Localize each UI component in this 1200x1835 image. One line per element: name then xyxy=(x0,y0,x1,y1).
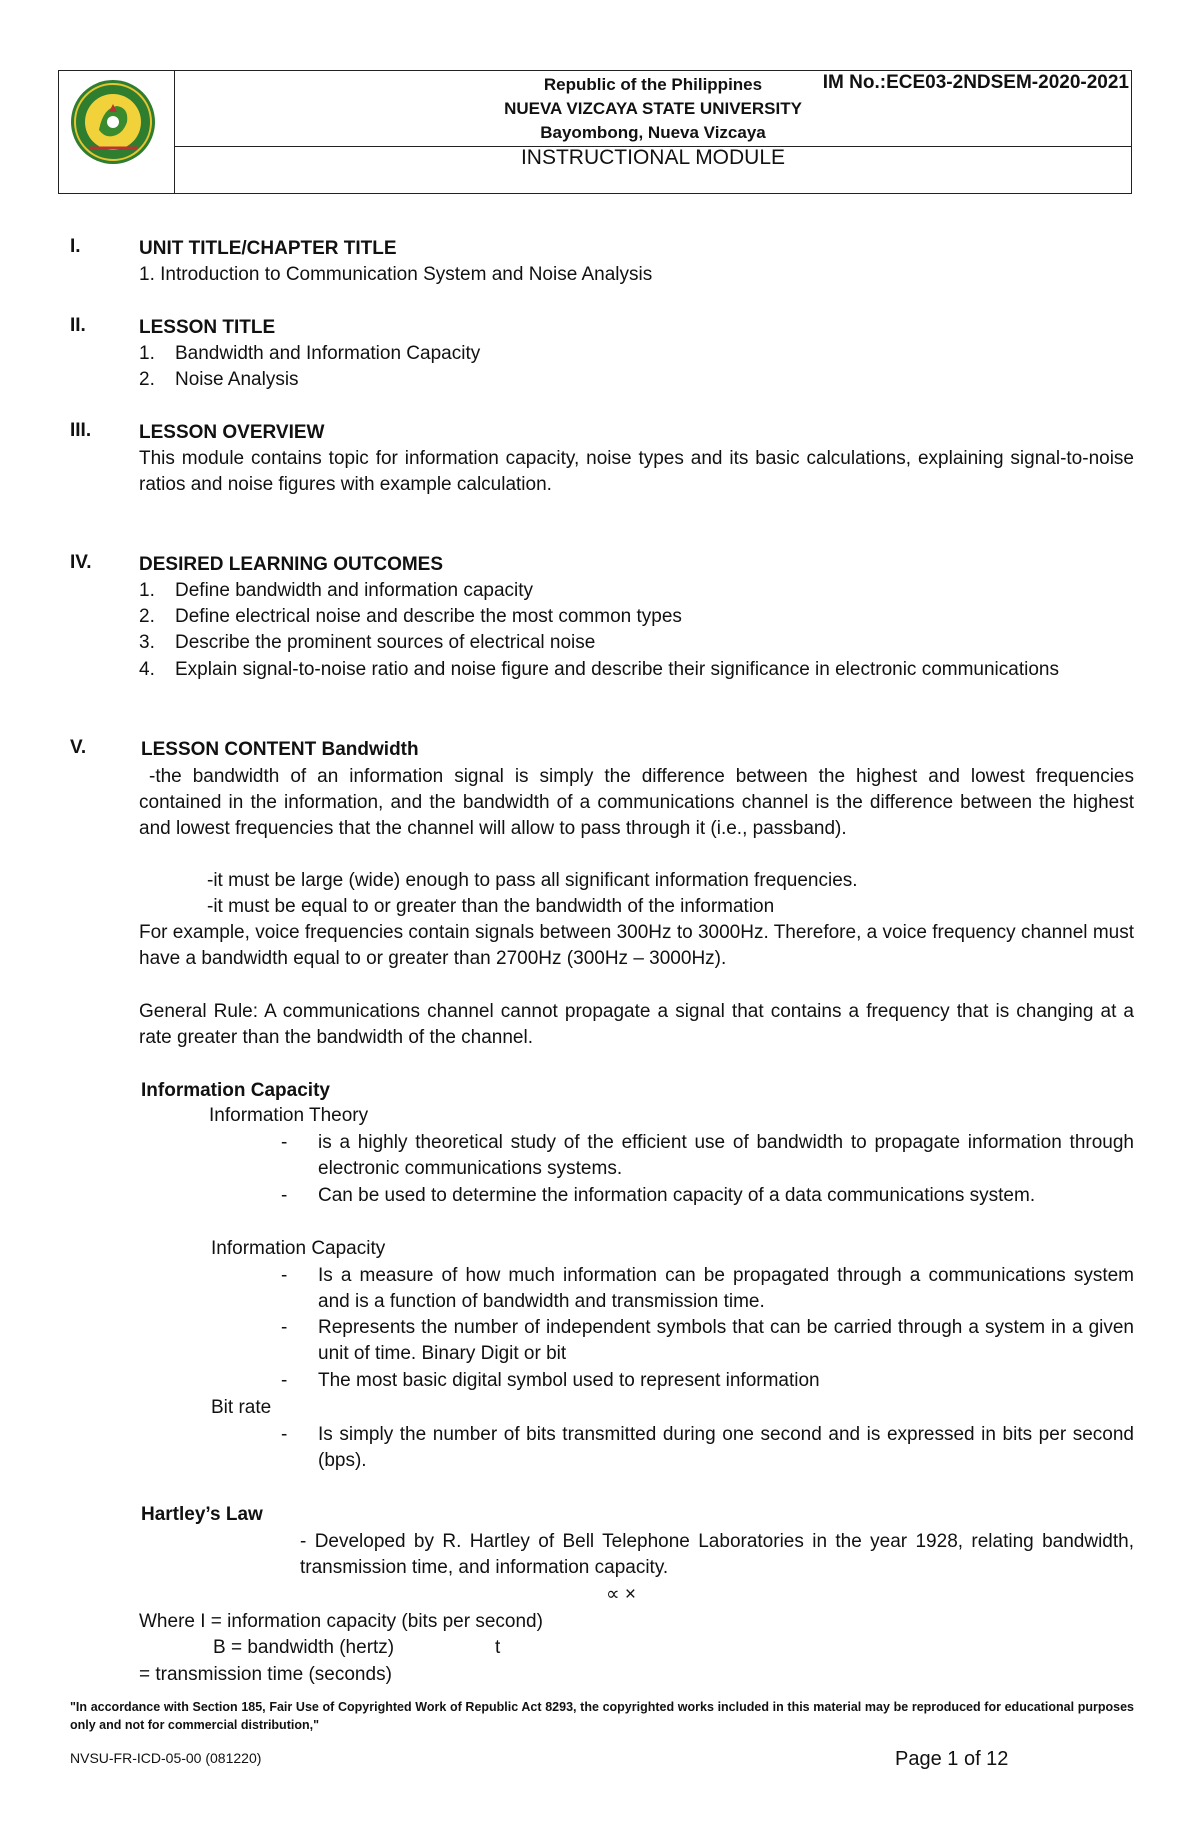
dash-bullet: - xyxy=(281,1370,288,1391)
dash-bullet: - xyxy=(281,1317,288,1338)
module-title-text: INSTRUCTIONAL MODULE xyxy=(520,146,786,169)
bandwidth-note: -it must be large (wide) enough to pass all significant information frequencies. xyxy=(207,870,858,891)
section-heading: LESSON CONTENT Bandwidth xyxy=(141,739,419,760)
page-number: Page 1 of 12 xyxy=(895,1748,1009,1770)
dash-bullet: - xyxy=(281,1265,288,1286)
list-number: 4. xyxy=(139,659,155,680)
university-location: Bayombong, Nueva Vizcaya xyxy=(540,123,766,142)
list-item: Define electrical noise and describe the most common types xyxy=(175,606,682,627)
list-number: 3. xyxy=(139,632,155,653)
list-number: 2. xyxy=(139,606,155,627)
bullet-text: Is a measure of how much information can be propagated through a communications system and is a function of bandwidth and transmission time. xyxy=(318,1265,1134,1312)
list-item: Explain signal-to-noise ratio and noise figure and describe their significance in electronic communications xyxy=(175,659,1059,680)
bullet-text: is a highly theoretical study of the efficient use of bandwidth to propagate information through electronic communications systems. xyxy=(318,1132,1134,1179)
university-seal-icon xyxy=(69,78,157,166)
form-code: NVSU-FR-ICD-05-00 (081220) xyxy=(70,1750,262,1766)
topic-label: Information Capacity xyxy=(211,1238,386,1259)
im-number: IM No.:ECE03-2NDSEM-2020-2021 xyxy=(822,72,1129,93)
section-number: II. xyxy=(70,315,86,336)
hartley-description-text: - Developed by R. Hartley of Bell Telephone Laboratories in the year 1928, relating bandwidth, transmission time, and information capacity. xyxy=(300,1531,1134,1578)
where-line: = transmission time (seconds) xyxy=(139,1664,392,1685)
logo-cell xyxy=(59,71,175,193)
section-number: III. xyxy=(70,420,92,441)
dash-bullet: - xyxy=(281,1185,288,1206)
list-number: 1. xyxy=(139,343,155,364)
general-rule-paragraph: General Rule: A communications channel cannot propagate a signal that contains a frequency that is changing at a rate greater than the bandwidth of the channel. xyxy=(139,1001,1134,1048)
bandwidth-note: -it must be equal to or greater than the bandwidth of the information xyxy=(207,896,775,917)
hartley-description xyxy=(300,1529,1134,1581)
where-line: B = bandwidth (hertz) xyxy=(213,1637,395,1658)
overview-paragraph: This module contains topic for information capacity, noise types and its basic calculations, explaining signal-to-noise ratios and noise figures with example calculation. xyxy=(139,448,1134,495)
list-item: Noise Analysis xyxy=(175,369,299,390)
section-number: IV. xyxy=(70,552,92,573)
module-header xyxy=(58,70,1132,194)
section-heading: LESSON TITLE xyxy=(139,317,276,338)
where-line: Where I = information capacity (bits per second) xyxy=(139,1611,543,1632)
topic-label: Bit rate xyxy=(211,1397,272,1418)
bullet-text: The most basic digital symbol used to represent information xyxy=(318,1370,820,1391)
list-item: Bandwidth and Information Capacity xyxy=(175,343,481,364)
bullet-text: Represents the number of independent symbols that can be carried through a system in a given unit of time. Binary Digit or bit xyxy=(318,1317,1134,1364)
section-number: V. xyxy=(70,737,87,758)
bullet-text: Can be used to determine the information capacity of a data communications system. xyxy=(318,1185,1036,1206)
where-line: t xyxy=(495,1637,501,1658)
hartley-formula: ∝ × xyxy=(606,1584,636,1605)
section-number: I. xyxy=(70,236,81,257)
dash-bullet: - xyxy=(281,1132,288,1153)
copyright-note: "In accordance with Section 185, Fair Use of Copyrighted Work of Republic Act 8293, the copyrighted works included in this material may be reproduced for educational purposes only and not for commercial distribution," xyxy=(70,1700,1134,1732)
module-title xyxy=(175,147,1131,193)
list-item: Define bandwidth and information capacity xyxy=(175,580,534,601)
list-number: 2. xyxy=(139,369,155,390)
example-paragraph: For example, voice frequencies contain signals between 300Hz to 3000Hz. Therefore, a voice frequency channel must have a bandwidth equal to or greater than 2700Hz (300Hz – 3000Hz). xyxy=(139,922,1134,969)
bandwidth-paragraph: -the bandwidth of an information signal is simply the difference between the highest and lowest frequencies contained in the information, and the bandwidth of a communications channel is the difference between the highest and lowest frequencies that the channel will allow to pass through it (i.e., passband). xyxy=(139,766,1134,839)
subsection-heading: Hartley’s Law xyxy=(141,1504,263,1525)
section-heading: DESIRED LEARNING OUTCOMES xyxy=(139,554,444,575)
header-title-block xyxy=(175,71,1131,147)
dash-bullet: - xyxy=(281,1424,288,1445)
subsection-heading: Information Capacity xyxy=(141,1080,330,1101)
unit-title: 1. Introduction to Communication System and Noise Analysis xyxy=(139,264,653,285)
list-item: Describe the prominent sources of electrical noise xyxy=(175,632,596,653)
section-heading: LESSON OVERVIEW xyxy=(139,422,325,443)
section-heading: UNIT TITLE/CHAPTER TITLE xyxy=(139,238,397,259)
republic-text: Republic of the Philippines xyxy=(543,75,763,94)
university-name: NUEVA VIZCAYA STATE UNIVERSITY xyxy=(504,99,802,118)
list-number: 1. xyxy=(139,580,155,601)
bullet-text: Is simply the number of bits transmitted during one second and is expressed in bits per second (bps). xyxy=(318,1424,1134,1471)
topic-label: Information Theory xyxy=(209,1105,369,1126)
